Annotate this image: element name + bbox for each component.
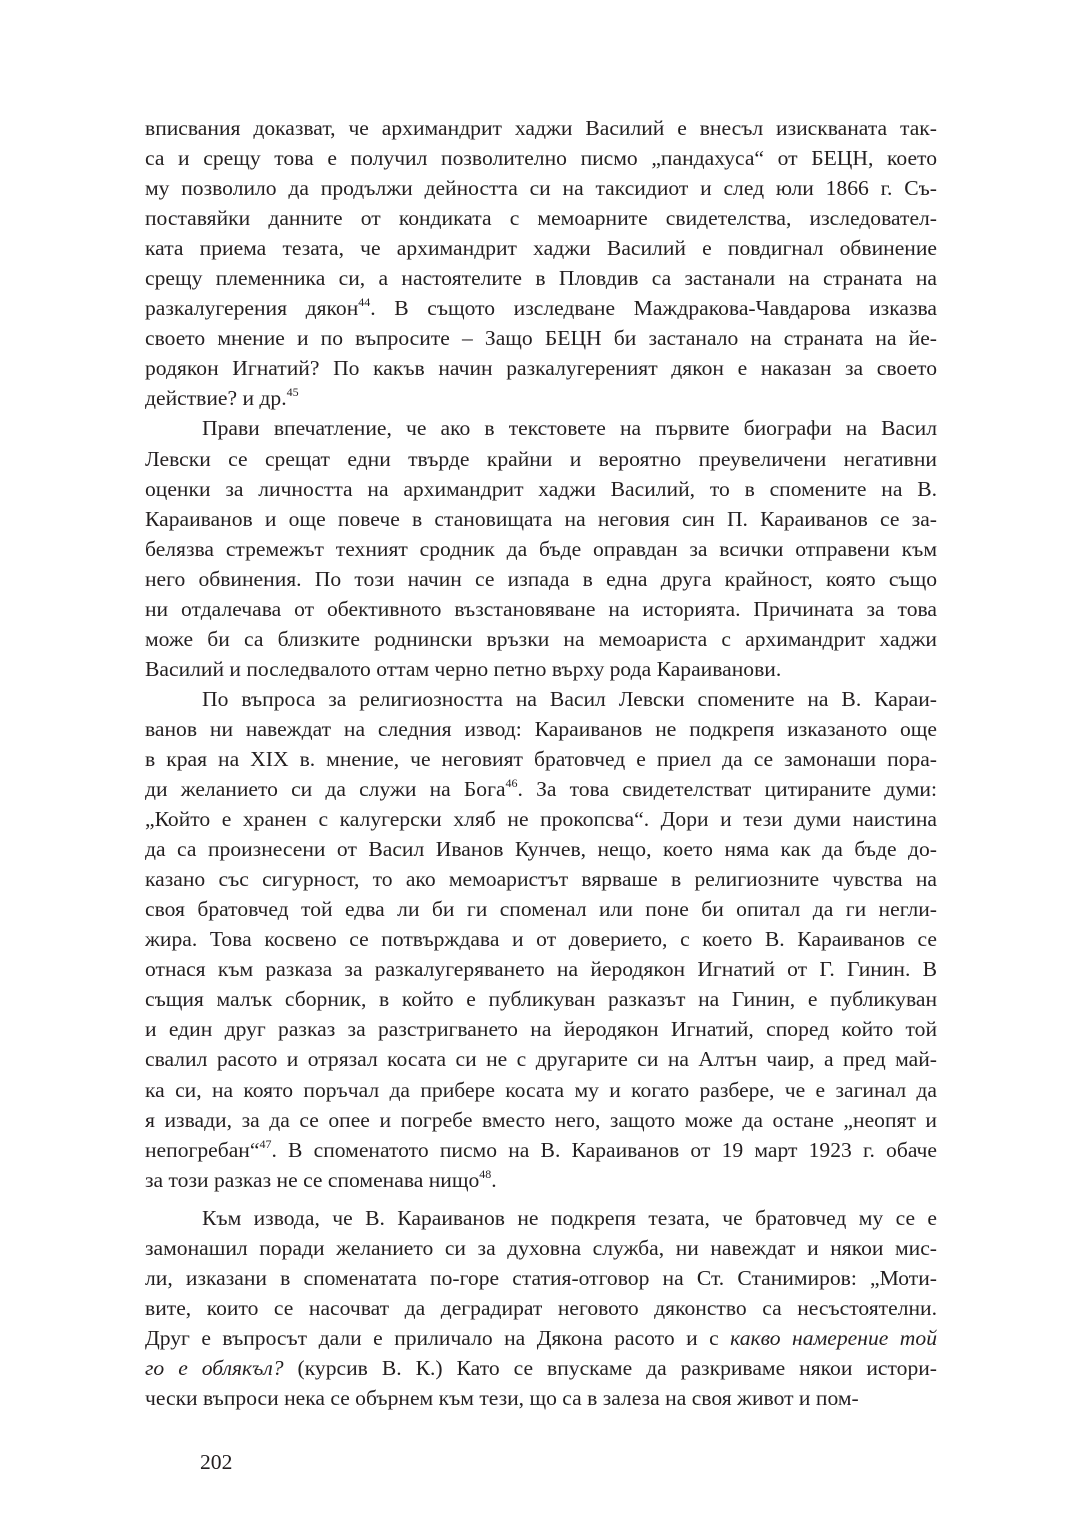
text-line	[145, 263, 937, 293]
text-line	[145, 293, 937, 323]
italic-text: какво намерение той	[730, 1325, 937, 1350]
text-line	[145, 624, 937, 654]
text-line	[145, 744, 937, 774]
text-line	[145, 413, 937, 443]
text-line	[145, 203, 937, 233]
text-line	[145, 1044, 937, 1074]
text-segment: оценки за личността на архимандрит хаджи Василий, то в спомените на В.	[145, 476, 937, 501]
text-line	[145, 954, 937, 984]
text-segment: разкалугерения дякон	[145, 296, 359, 321]
text-segment: замонашил поради желанието си за духовна служба, ни навеждат и някои мис-	[145, 1235, 937, 1260]
text-segment: жира. Това косвено се потвърждава и от доверието, с което В. Караиванов се	[145, 927, 937, 952]
text-line	[145, 323, 937, 353]
footnote-ref: 48	[479, 1166, 492, 1181]
italic-text: го е облякъл?	[145, 1355, 284, 1380]
text-segment: и един друг разказ за разстригването на йеродякон Игнатий, според който той	[145, 1017, 937, 1042]
footnote-ref: 46	[505, 776, 518, 791]
footnote-ref: 45	[286, 385, 299, 400]
text-line	[145, 1165, 937, 1195]
text-segment: са и срещу това е получил позволително писмо „пандахуса“ от БЕЦН, което	[145, 146, 937, 171]
text-segment: ката приема тезата, че архимандрит хаджи Василий е повдигнал обвинение	[145, 236, 937, 261]
text-line	[145, 1323, 937, 1353]
text-line	[145, 594, 937, 624]
paragraph	[145, 113, 937, 413]
text-line	[145, 534, 937, 564]
text-segment: отнася към разказа за разкалугеряването на йеродякон Игнатий от Г. Гинин. В	[145, 957, 937, 982]
text-segment: да са произнесени от Васил Иванов Кунчев, нещо, което няма как да бъде до-	[145, 837, 937, 862]
text-segment: „Който е хранен с калугерски хляб не прокопсва“. Дори и тези думи наистина	[145, 807, 937, 832]
text-line	[145, 924, 937, 954]
text-line	[145, 173, 937, 203]
text-line	[145, 684, 937, 714]
text-line	[145, 984, 937, 1014]
text-segment: вите, които се насочват да деградират неговото дяконство са несъстоятелни.	[145, 1295, 937, 1320]
body-text	[145, 113, 937, 1413]
text-segment: срещу племенника си, а настоятелите в Пловдив са застанали на страната на	[145, 266, 937, 291]
footnote-ref: 47	[259, 1136, 272, 1151]
text-line	[145, 113, 937, 143]
text-segment: непогребан“	[145, 1137, 260, 1162]
text-segment: . За това свидетелстват цитираните думи:	[517, 777, 937, 802]
text-line	[145, 444, 937, 474]
text-segment: . В същото изследване Маждракова-Чавдарова изказва	[370, 296, 937, 321]
text-line	[145, 894, 937, 924]
text-segment: Василий и последвалото оттам черно петно върху рода Караиванови.	[145, 656, 782, 681]
text-line	[145, 804, 937, 834]
text-segment: му позволило да продължи дейността си на таксидиот и след юли 1866 г. Съ-	[145, 176, 937, 201]
text-segment: ванов ни навеждат на следния извод: Караиванов не подкрепя изказаното още	[145, 716, 937, 741]
page-number: 202	[200, 1450, 233, 1474]
text-line	[145, 714, 937, 744]
text-segment: Друг е въпросът дали е приличало на Дякона расото и с	[145, 1325, 731, 1350]
text-line	[145, 834, 937, 864]
text-segment: свалил расото и отрязал косата си не с другарите си на Алтън чаир, а пред май-	[145, 1047, 937, 1072]
text-segment: ли, изказани в споменатата по-горе статия-отговор на Ст. Станимиров: „Моти-	[145, 1265, 937, 1290]
text-segment: казано със сигурност, то ако мемоаристът вярваше в религиозните чувства на	[145, 867, 937, 892]
text-segment: поставяйки данните от кондиката с мемоарните свидетелства, изследовател-	[145, 206, 937, 231]
paragraph	[145, 413, 937, 683]
text-segment: за този разказ не се споменава нищо	[145, 1167, 480, 1192]
text-segment: своя братовчед той едва ли би ги споменал или поне би опитал да ги негли-	[145, 897, 937, 922]
text-segment: чески въпроси нека се обърнем към тези, що са в залеза на своя живот и пом-	[145, 1385, 859, 1410]
paragraph	[145, 1203, 937, 1413]
text-segment: ни отдалечава от обективното възстановяване на историята. Причината за това	[145, 596, 937, 621]
text-segment: същия малък сборник, в който е публикуван разказът на Гинин, е публикуван	[145, 987, 937, 1012]
text-segment: него обвинения. По този начин се изпада в една друга крайност, която също	[145, 566, 937, 591]
text-segment: . В споменатото писмо на В. Караиванов от 19 март 1923 г. обаче	[271, 1137, 937, 1162]
text-line	[145, 1263, 937, 1293]
text-segment: Левски се срещат едни твърде крайни и вероятно преувеличени негативни	[145, 446, 937, 471]
text-segment: .	[491, 1167, 497, 1192]
text-segment: белязва стремежът техният сродник да бъде оправдан за всички отправени към	[145, 536, 937, 561]
text-segment: (курсив В. К.) Като се впускаме да разкриваме някои истори-	[283, 1355, 937, 1380]
text-line	[145, 564, 937, 594]
text-line	[145, 774, 937, 804]
text-line	[145, 1105, 937, 1135]
text-line	[145, 1135, 937, 1165]
text-line	[145, 1293, 937, 1323]
text-line	[145, 353, 937, 383]
text-line	[145, 1203, 937, 1233]
footnote-ref: 44	[358, 295, 371, 310]
text-line	[145, 1353, 937, 1383]
text-segment: своето мнение и по въпросите – Защо БЕЦН би застанало на страната на йе-	[145, 326, 937, 351]
text-line	[145, 1014, 937, 1044]
text-segment: родякон Игнатий? По какъв начин разкалугереният дякон е наказан за своето	[145, 356, 937, 381]
text-segment: Караиванов и още повече в становищата на неговия син П. Караиванов се за-	[145, 506, 937, 531]
text-line	[145, 504, 937, 534]
text-segment: По въпроса за религиозността на Васил Левски спомените на В. Караи-	[202, 686, 937, 711]
text-line	[145, 1075, 937, 1105]
text-line	[145, 864, 937, 894]
text-line	[145, 383, 937, 413]
text-line	[145, 233, 937, 263]
text-segment: действие? и др.	[145, 386, 287, 411]
text-segment: ди желанието си да служи на Бога	[145, 777, 506, 802]
text-segment: я извади, за да се опее и погребе вместо него, защото може да остане „неопят и	[145, 1107, 937, 1132]
text-line	[145, 1383, 937, 1413]
text-segment: Прави впечатление, че ако в текстовете на първите биографи на Васил	[202, 416, 937, 441]
text-segment: в края на XIX в. мнение, че неговият братовчед е приел да се замонаши пора-	[145, 746, 937, 771]
text-segment: Към извода, че В. Караиванов не подкрепя тезата, че братовчед му се е	[202, 1205, 937, 1230]
text-line	[145, 143, 937, 173]
text-segment: може би са близките роднински връзки на мемоариста с архимандрит хаджи	[145, 626, 937, 651]
text-line	[145, 1233, 937, 1263]
paragraph	[145, 684, 937, 1195]
text-line	[145, 474, 937, 504]
text-segment: ка си, на която поръчал да прибере косата му и когато разбере, че е загинал да	[145, 1077, 937, 1102]
text-segment: вписвания доказват, че архимандрит хаджи Василий е внесъл изискваната так-	[145, 116, 937, 140]
text-line	[145, 654, 937, 684]
